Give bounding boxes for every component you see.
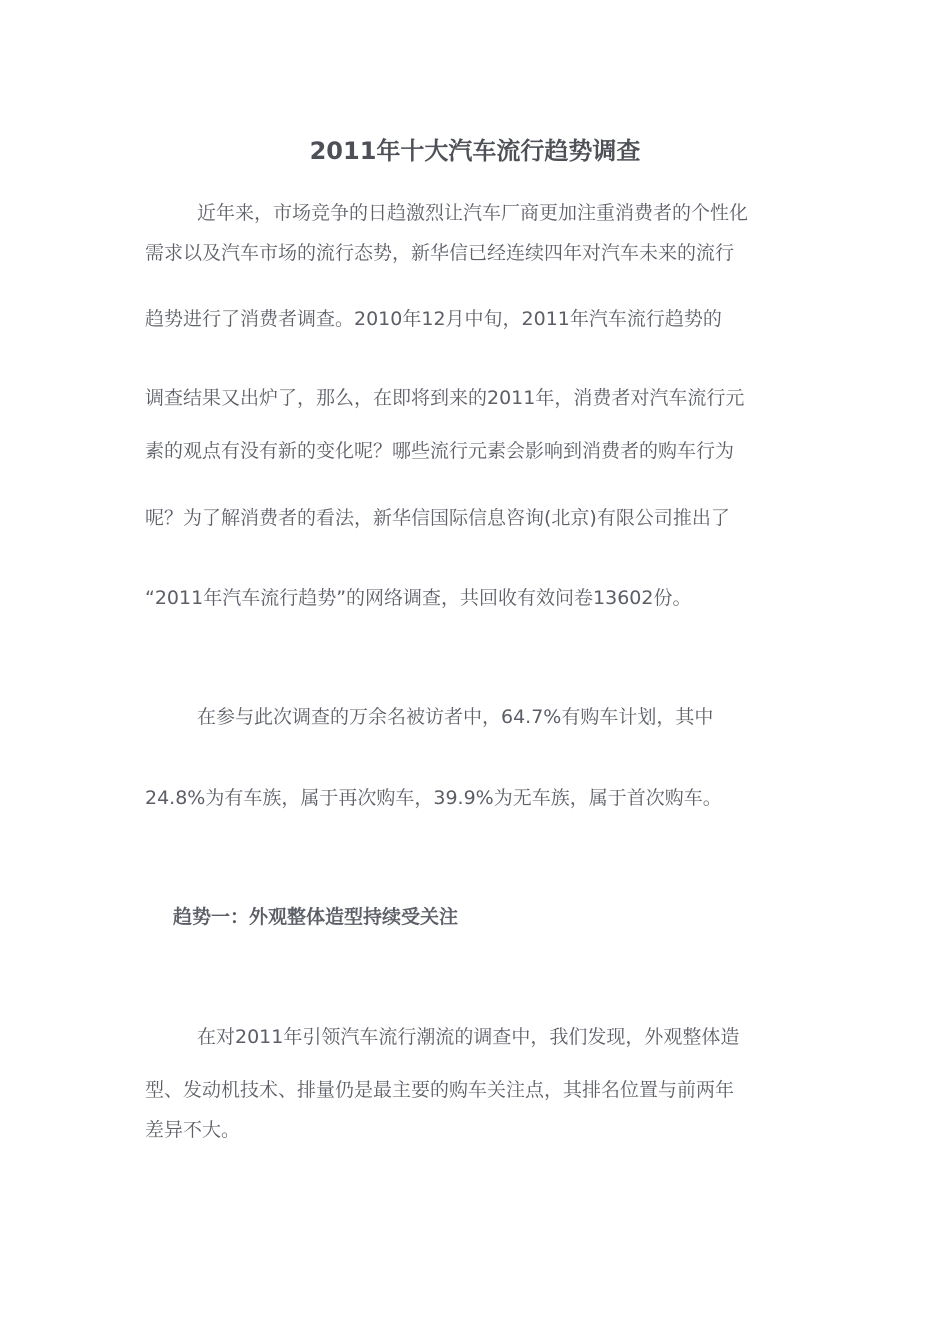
paragraph-line: “2011年汽车流行趋势”的网络调查，共回收有效问卷13602份。 <box>145 587 692 609</box>
paragraph-line: 24.8%为有车族，属于再次购车，39.9%为无车族，属于首次购车。 <box>145 787 722 809</box>
paragraph-line: 呢？为了解消费者的看法，新华信国际信息咨询(北京)有限公司推出了 <box>145 507 730 529</box>
paragraph-line: 差异不大。 <box>145 1119 241 1141</box>
paragraph-line: 近年来，市场竞争的日趋激烈让汽车厂商更加注重消费者的个性化 <box>197 202 749 224</box>
paragraph-line: 趋势进行了消费者调查。2010年12月中旬，2011年汽车流行趋势的 <box>145 308 722 330</box>
page-title: 2011年十大汽车流行趋势调查 <box>309 137 641 165</box>
paragraph-line: 需求以及汽车市场的流行态势，新华信已经连续四年对汽车未来的流行 <box>145 242 735 264</box>
paragraph-line: 在对2011年引领汽车流行潮流的调查中，我们发现，外观整体造 <box>197 1026 740 1048</box>
paragraph-line: 型、发动机技术、排量仍是最主要的购车关注点，其排名位置与前两年 <box>145 1079 735 1101</box>
paragraph-line: 素的观点有没有新的变化呢？哪些流行元素会影响到消费者的购车行为 <box>145 440 735 462</box>
paragraph-line: 调查结果又出炉了，那么，在即将到来的2011年，消费者对汽车流行元 <box>145 387 745 409</box>
paragraph-line: 在参与此次调查的万余名被访者中，64.7%有购车计划，其中 <box>197 706 714 728</box>
section-heading: 趋势一：外观整体造型持续受关注 <box>173 906 459 928</box>
